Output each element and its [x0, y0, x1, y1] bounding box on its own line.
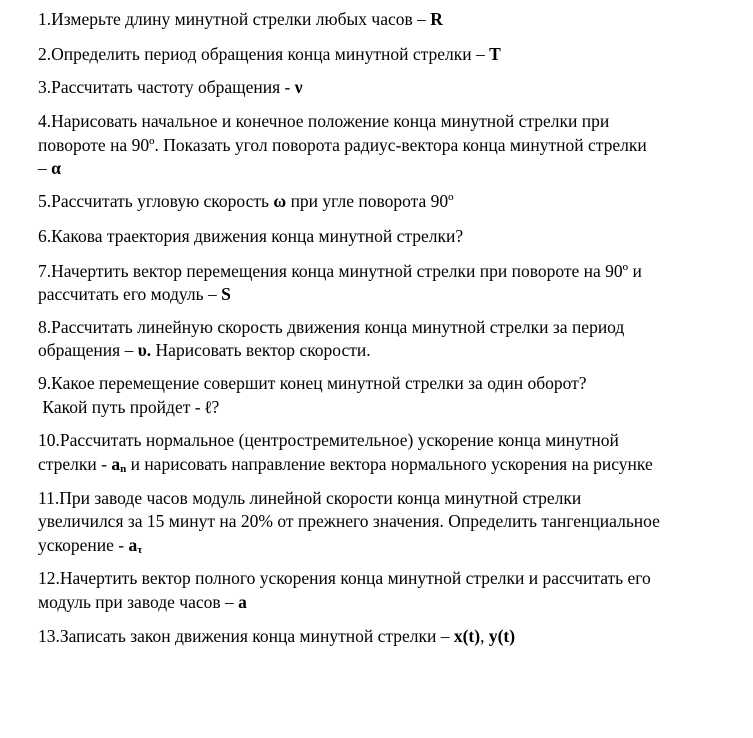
item-4-line-3: – α [38, 158, 61, 178]
item-8-line-1: 8.Рассчитать линейную скорость движения конца минутной стрелки за период [38, 317, 625, 337]
item-10-line-1: 10.Рассчитать нормальное (центростремительное) ускорение конца минутной [38, 430, 619, 450]
item-12-line-1: 12.Начертить вектор полного ускорения конца минутной стрелки и рассчитать его [38, 568, 651, 588]
item-9-line-1: 9.Какое перемещение совершит конец минутной стрелки за один оборот? [38, 373, 587, 393]
item-1: 1.Измерьте длину минутной стрелки любых часов – R [38, 9, 443, 29]
item-9-line-2: Какой путь пройдет - ℓ? [38, 397, 220, 417]
item-13: 13.Записать закон движения конца минутной стрелки – x(t), y(t) [38, 626, 516, 646]
item-7-line-2: рассчитать его модуль – S [38, 284, 231, 304]
item-11-line-1: 11.При заводе часов модуль линейной скорости конца минутной стрелки [38, 488, 582, 508]
item-11-line-2: увеличился за 15 минут на 20% от прежнего значения. Определить тангенциальное [38, 511, 660, 531]
item-5: 5.Рассчитать угловую скорость ω при угле поворота 90º [38, 191, 454, 211]
item-11-line-3: ускорение - aτ [38, 535, 143, 556]
item-7-line-1: 7.Начертить вектор перемещения конца минутной стрелки при повороте на 90º и [38, 261, 642, 281]
item-2: 2.Определить период обращения конца минутной стрелки – T [38, 44, 501, 64]
item-12-line-2: модуль при заводе часов – a [38, 592, 247, 612]
item-3: 3.Рассчитать частоту обращения - ν [38, 77, 303, 97]
item-4-line-1: 4.Нарисовать начальное и конечное положение конца минутной стрелки при [38, 111, 610, 131]
item-6: 6.Какова траектория движения конца минутной стрелки? [38, 226, 464, 246]
item-10-line-2: стрелки - an и нарисовать направление вектора нормального ускорения на рисунке [38, 454, 653, 475]
item-4-line-2: повороте на 90º. Показать угол поворота радиус-вектора конца минутной стрелки [38, 135, 647, 155]
item-8-line-2: обращения – υ. Нарисовать вектор скорости. [38, 340, 371, 360]
